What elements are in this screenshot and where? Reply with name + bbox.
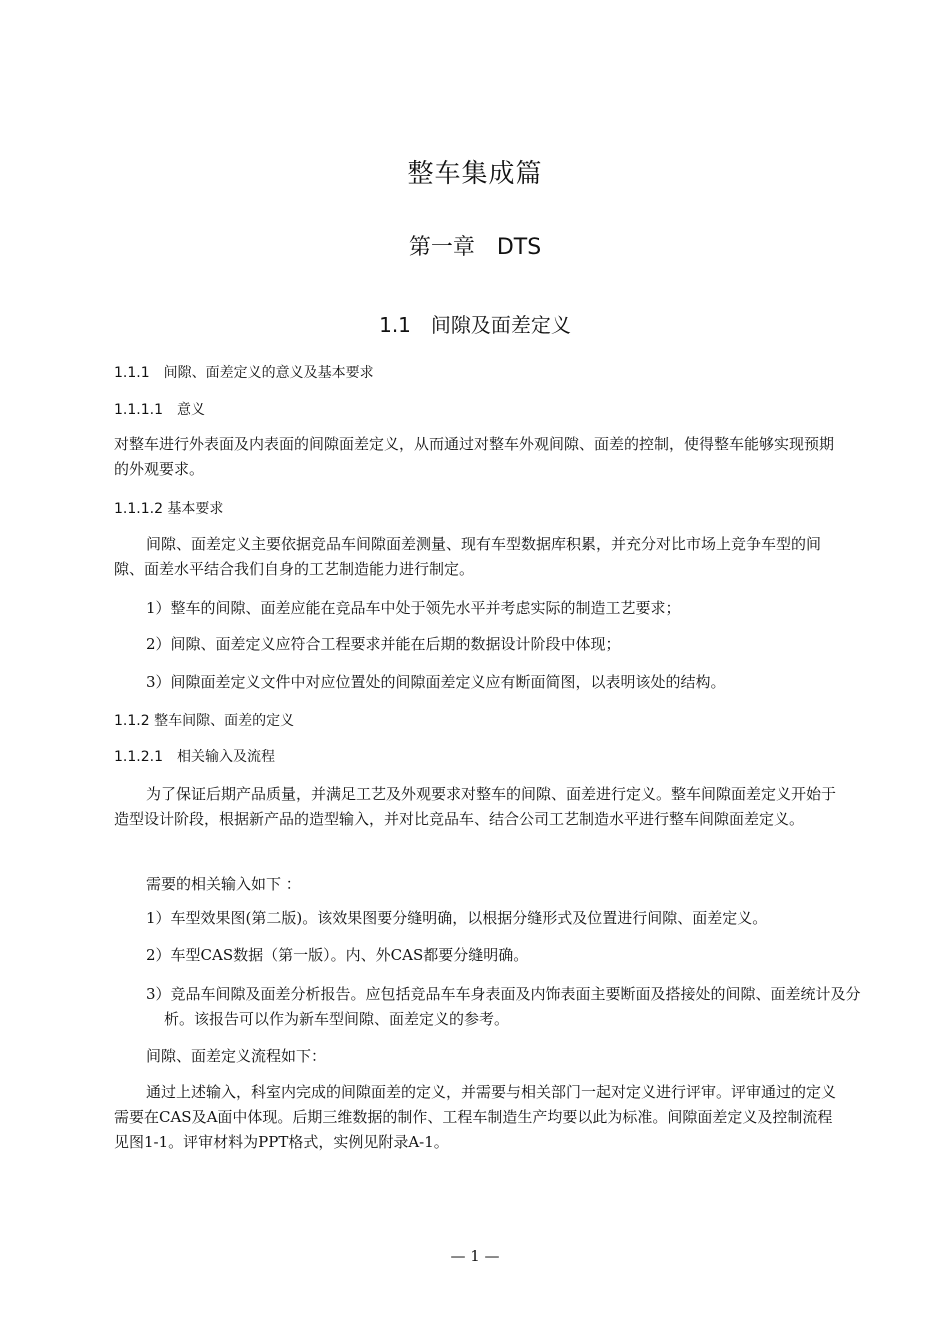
input-item-2: 2）车型CAS数据（第一版）。内、外CAS都要分缝明确。 xyxy=(146,946,529,964)
basic-item-3: 3）间隙面差定义文件中对应位置处的间隙面差定义应有断面简图，以表明该处的结构。 xyxy=(146,673,726,691)
paragraph-flow: 通过上述输入，科室内完成的间隙面差的定义，并需要与相关部门一起对定义进行评审。评审通过的定义需要在CAS及A面中体现。后期三维数据的制作、工程车制造生产均要以此为标准。间隙面差定义及控制流程见图1-1。评审材料为PPT格式，实例见附录A-1。 xyxy=(114,1083,837,1151)
subsubsection-heading-basic: 1.1.1.2 基本要求 xyxy=(114,501,224,517)
basic-item-1: 1）整车的间隙、面差应能在竞品车中处于领先水平并考虑实际的制造工艺要求； xyxy=(146,599,681,617)
paragraph-needed: 需要的相关输入如下 ： xyxy=(146,875,301,893)
subsubsection-heading-input: 1.1.2.1 相关输入及流程 xyxy=(114,749,275,765)
paragraph-meaning: 对整车进行外表面及内表面的间隙面差定义，从而通过对整车外观间隙、面差的控制，使得整车能够实现预期的外观要求。 xyxy=(114,435,835,478)
subsection-heading-1-1-2: 1.1.2 整车间隙、面差的定义 xyxy=(114,713,295,729)
subsubsection-heading-meaning: 1.1.1.1 意义 xyxy=(114,402,205,418)
paragraph-input: 为了保证后期产品质量，并满足工艺及外观要求对整车的间隙、面差进行定义。整车间隙面差定义开始于造型设计阶段，根据新产品的造型输入，并对比竞品车、结合公司工艺制造水平进行整车间隙面差定义。 xyxy=(114,785,837,828)
chapter-heading: 第一章 DTS xyxy=(408,235,542,260)
page-number: — 1 — xyxy=(450,1247,500,1265)
document-title: 整车集成篇 xyxy=(407,159,543,189)
input-item-3: 3）竞品车间隙及面差分析报告。应包括竞品车车身表面及内饰表面主要断面及搭接处的间隙、面差统计及分析。该报告可以作为新车型间隙、面差定义的参考。 xyxy=(146,985,861,1028)
subsection-heading-1-1-1: 1.1.1 间隙、面差定义的意义及基本要求 xyxy=(114,365,374,381)
input-item-1: 1）车型效果图(第二版)。该效果图要分缝明确，以根据分缝形式及位置进行间隙、面差定义。 xyxy=(146,909,768,927)
basic-item-2: 2）间隙、面差定义应符合工程要求并能在后期的数据设计阶段中体现； xyxy=(146,635,621,653)
paragraph-flow-intro: 间隙、面差定义流程如下： xyxy=(146,1047,327,1065)
paragraph-basic: 间隙、面差定义主要依据竞品车间隙面差测量、现有车型数据库积累，并充分对比市场上竞争车型的间隙、面差水平结合我们自身的工艺制造能力进行制定。 xyxy=(114,535,822,578)
section-heading: 1.1 间隙及面差定义 xyxy=(379,313,571,337)
